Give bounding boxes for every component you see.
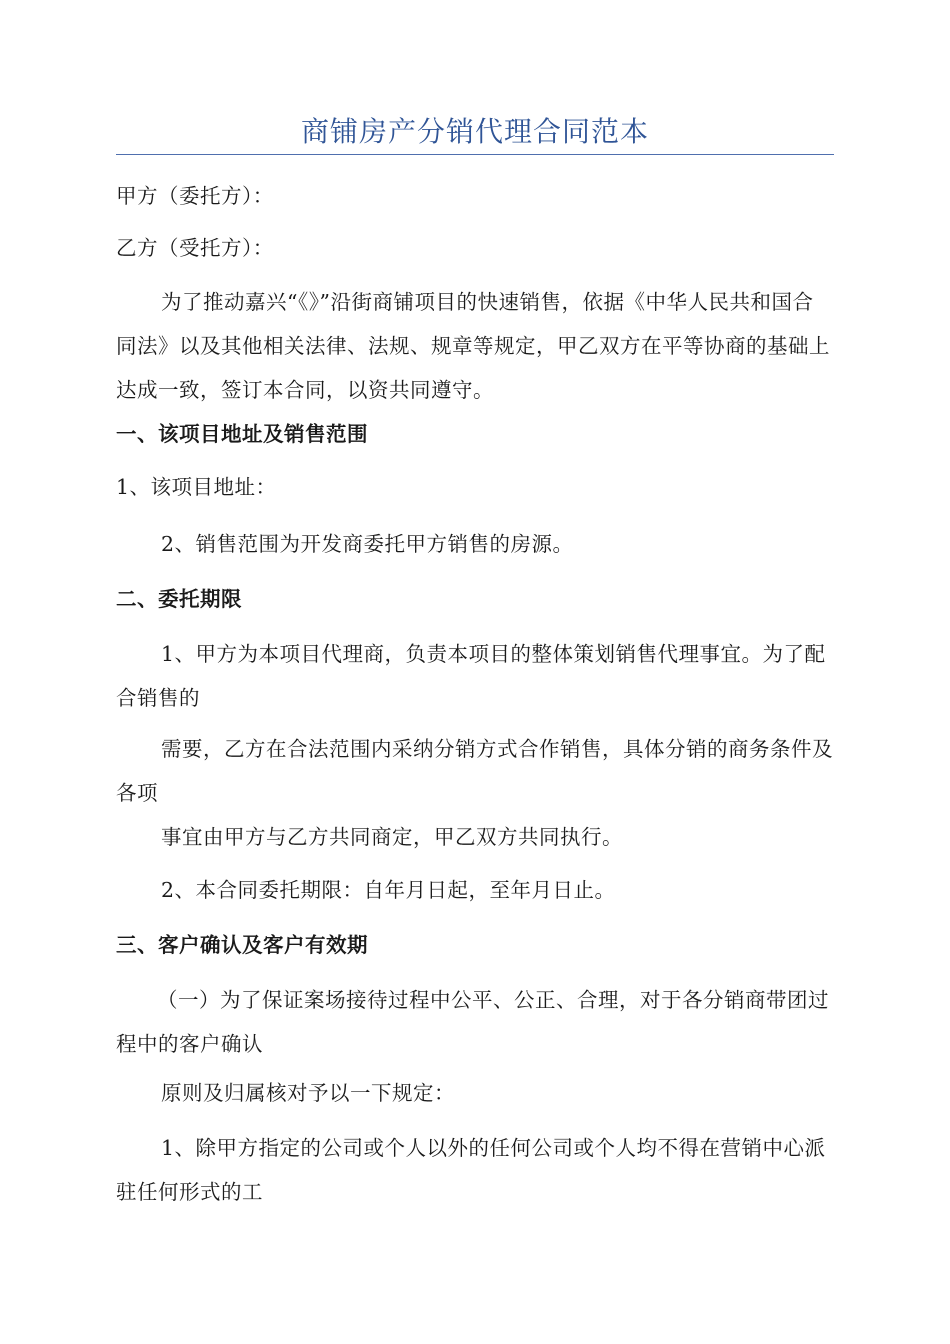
section-2-paragraph-3: 事宜由甲方与乙方共同商定，甲乙双方共同执行。 [161,825,623,849]
section-3-paragraph-3: 1、除甲方指定的公司或个人以外的任何公司或个人均不得在营销中心派驻任何形式的工 [116,1136,826,1204]
document-title: 商铺房产分销代理合同范本 [300,115,649,148]
section-1-item-2: 2、销售范围为开发商委托甲方销售的房源。 [161,532,574,556]
title-underline [116,154,834,155]
party-a-line: 甲方（委托方）： [116,184,274,208]
section-3-heading: 三、客户确认及客户有效期 [116,933,368,957]
section-2-paragraph-2: 需要，乙方在合法范围内采纳分销方式合作销售，具体分销的商务条件及各项 [116,737,833,805]
section-2-paragraph-1: 1、甲方为本项目代理商，负责本项目的整体策划销售代理事宜。为了配合销售的 [116,642,826,710]
section-3-paragraph-1: （一）为了保证案场接待过程中公平、公正、合理，对于各分销商带团过程中的客户确认 [116,988,829,1056]
section-2-paragraph-4: 2、本合同委托期限：自年月日起，至年月日止。 [161,878,616,902]
intro-paragraph: 为了推动嘉兴“《》”沿街商铺项目的快速销售，依据《中华人民共和国合同法》以及其他相关法律、法规、规章等规定，甲乙双方在平等协商的基础上达成一致，签订本合同，以资共同遵守。 [116,290,830,402]
section-1-item-1: 1、该项目地址： [116,475,277,499]
section-2-heading: 二、委托期限 [116,587,242,611]
section-3-paragraph-2: 原则及归属核对予以一下规定： [161,1081,455,1105]
section-1-heading: 一、该项目地址及销售范围 [116,422,368,446]
party-b-line: 乙方（受托方）： [116,236,274,260]
